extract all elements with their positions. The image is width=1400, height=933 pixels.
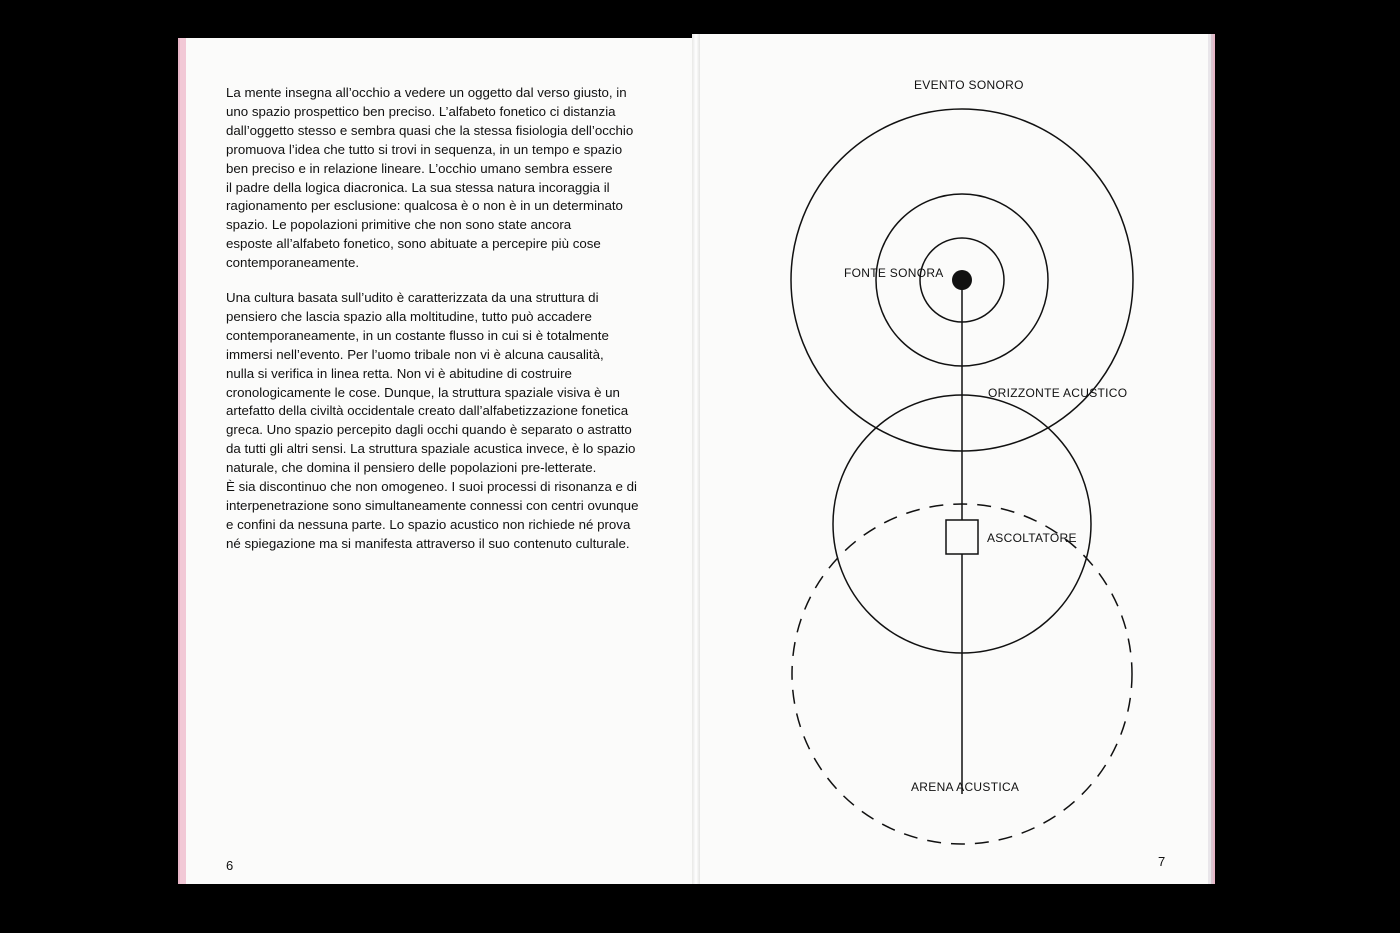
text-line: ragionamento per esclusione: qualcosa è o non è in un determinato bbox=[226, 198, 623, 214]
text-line: artefatto della civiltà occidentale creato dall’alfabetizzazione fonetica bbox=[226, 403, 629, 419]
text-line: esposte all’alfabeto fonetico, sono abituate a percepire più cose bbox=[226, 236, 601, 252]
label-arena-acustica: ARENA ACUSTICA bbox=[911, 780, 1020, 794]
text-line: contemporaneamente. bbox=[226, 255, 360, 271]
text-line: interpenetrazione sono simultaneamente connessi con centri ovunque bbox=[226, 497, 639, 513]
text-line: uno spazio prospettico ben preciso. L’alfabeto fonetico ci distanzia bbox=[226, 103, 616, 119]
label-fonte-sonora: FONTE SONORA bbox=[844, 266, 944, 280]
text-line: promuova l’idea che tutto si trovi in sequenza, in un tempo e spazio bbox=[226, 141, 623, 157]
page-number-right: 7 bbox=[1158, 854, 1166, 869]
book-gutter bbox=[692, 34, 700, 884]
text-line: da tutti gli altri sensi. La struttura spaziale acustica invece, è lo spazio bbox=[226, 441, 636, 457]
text-line: dall’oggetto stesso e sembra quasi che la stessa fisiologia dell’occhio bbox=[226, 122, 634, 138]
text-line: contemporaneamente, in un costante flusso in cui si è totalmente bbox=[226, 327, 609, 343]
text-line: il padre della logica diacronica. La sua stessa natura incoraggia il bbox=[226, 179, 610, 195]
text-line: nulla si verifica in linea retta. Non vi è abitudine di costruire bbox=[226, 365, 572, 381]
text-line: spazio. Le popolazioni primitive che non sono state ancora bbox=[226, 217, 572, 233]
acoustic-space-diagram bbox=[696, 34, 1208, 884]
left-page bbox=[186, 38, 696, 884]
paragraph-2 bbox=[226, 289, 656, 554]
text-line: né spiegazione ma si manifesta attraverso il suo contenuto culturale. bbox=[226, 535, 630, 551]
paragraph-1 bbox=[226, 84, 656, 273]
text-line: e confini da nessuna parte. Lo spazio acustico non richiede né prova bbox=[226, 516, 631, 532]
sound-source-dot bbox=[952, 270, 972, 290]
text-line: cronologicamente le cose. Dunque, la struttura spaziale visiva è un bbox=[226, 384, 620, 400]
text-line: È sia discontinuo che non omogeneo. I suoi processi di risonanza e di bbox=[226, 479, 637, 495]
text-line: immersi nell’evento. Per l’uomo tribale non vi è alcuna causalità, bbox=[226, 346, 604, 362]
listener-square bbox=[946, 520, 978, 554]
text-line: ben preciso e in relazione lineare. L’occhio umano sembra essere bbox=[226, 160, 613, 176]
text-line: pensiero che lascia spazio alla moltitudine, tutto può accadere bbox=[226, 308, 592, 324]
text-line: greca. Uno spazio percepito dagli occhi quando è separato o astratto bbox=[226, 422, 632, 438]
label-ascoltatore: ASCOLTATORE bbox=[987, 531, 1077, 545]
page-number-left: 6 bbox=[226, 858, 234, 873]
text-line: La mente insegna all’occhio a vedere un oggetto dal verso giusto, in bbox=[226, 85, 627, 100]
text-line: Una cultura basata sull’udito è caratterizzata da una struttura di bbox=[226, 290, 599, 305]
right-page bbox=[696, 34, 1208, 884]
label-evento-sonoro: EVENTO SONORO bbox=[914, 78, 1024, 92]
text-line: naturale, che domina il pensiero delle popolazioni pre-letterate. bbox=[226, 460, 597, 476]
label-orizzonte-acustico: ORIZZONTE ACUSTICO bbox=[988, 386, 1128, 400]
